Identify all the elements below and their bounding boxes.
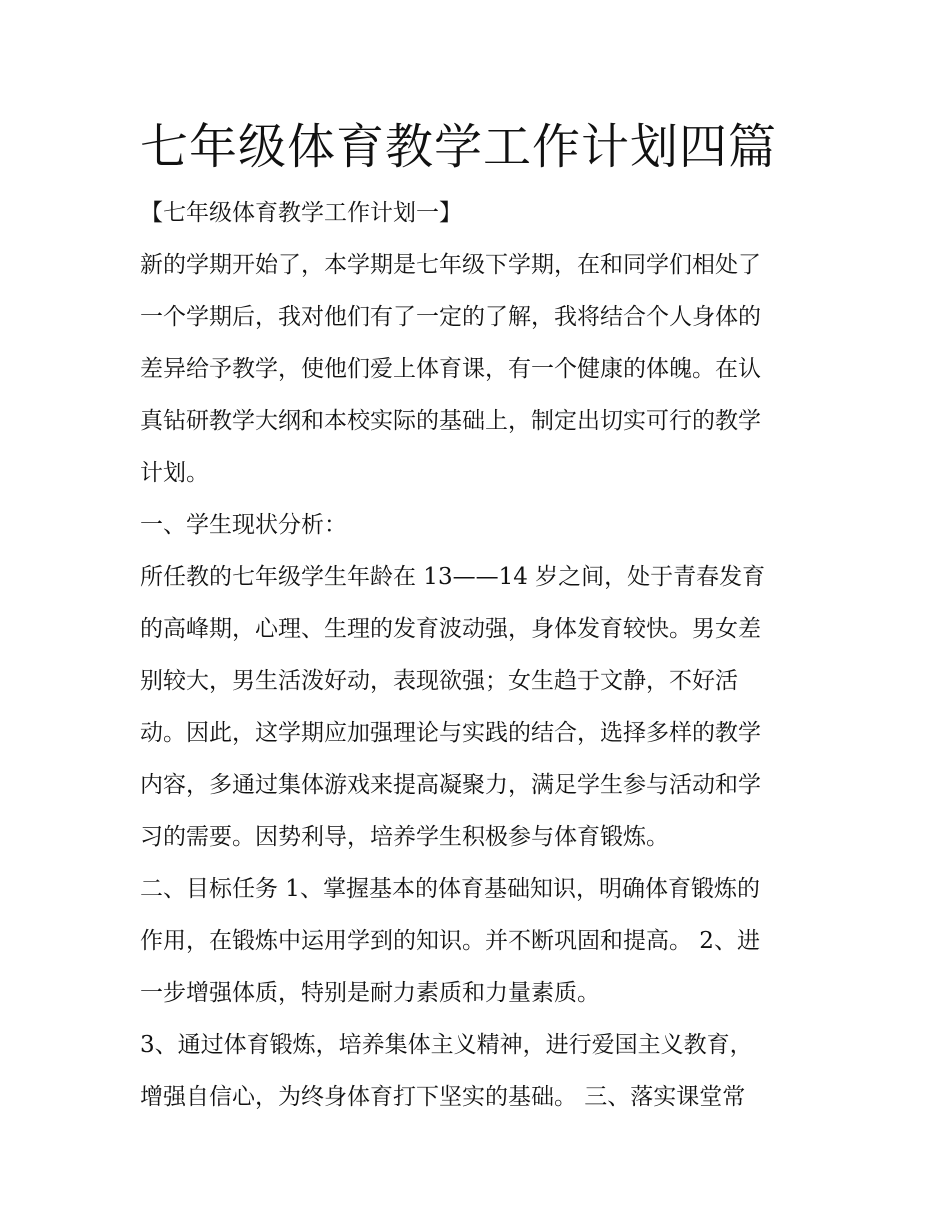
text-line: 的高峰期，心理、生理的发育波动强，身体发育较快。男女差 xyxy=(140,616,761,642)
document-title: 七年级体育教学工作计划四篇 xyxy=(140,119,778,175)
text-line: 计划。 xyxy=(140,460,209,486)
text-line: 习的需要。因势利导，培养学生积极参与体育锻炼。 xyxy=(140,824,669,850)
text-line: 3、通过体育锻炼，培养集体主义精神，进行爱国主义教育， xyxy=(140,1032,753,1058)
text-line: 一步增强体质，特别是耐力素质和力量素质。 xyxy=(140,980,600,1006)
text-line: 一个学期后，我对他们有了一定的了解，我将结合个人身体的 xyxy=(140,304,761,330)
text-line: 增强自信心，为终身体育打下坚实的基础。 三、落实课堂常 xyxy=(140,1084,746,1110)
text-line: 二、目标任务 1、掌握基本的体育基础知识，明确体育锻炼的 xyxy=(140,876,760,902)
text-line: 别较大，男生活泼好动，表现欲强；女生趋于文静，不好活 xyxy=(140,668,738,694)
section-heading: 【七年级体育教学工作计划一】 xyxy=(140,200,462,226)
text-line: 内容，多通过集体游戏来提高凝聚力，满足学生参与活动和学 xyxy=(140,772,761,798)
text-line: 新的学期开始了，本学期是七年级下学期，在和同学们相处了 xyxy=(140,252,761,278)
document-body xyxy=(140,200,820,1136)
text-line: 一、学生现状分析： xyxy=(140,512,347,538)
text-line: 作用，在锻炼中运用学到的知识。并不断巩固和提高。 2、进 xyxy=(140,928,760,954)
text-line: 动。因此，这学期应加强理论与实践的结合，选择多样的教学 xyxy=(140,720,761,746)
text-line: 真钻研教学大纲和本校实际的基础上，制定出切实可行的教学 xyxy=(140,408,761,434)
text-line: 所任教的七年级学生年龄在 13——14 岁之间，处于青春发育 xyxy=(140,564,766,590)
text-line: 差异给予教学，使他们爱上体育课，有一个健康的体魄。在认 xyxy=(140,356,761,382)
